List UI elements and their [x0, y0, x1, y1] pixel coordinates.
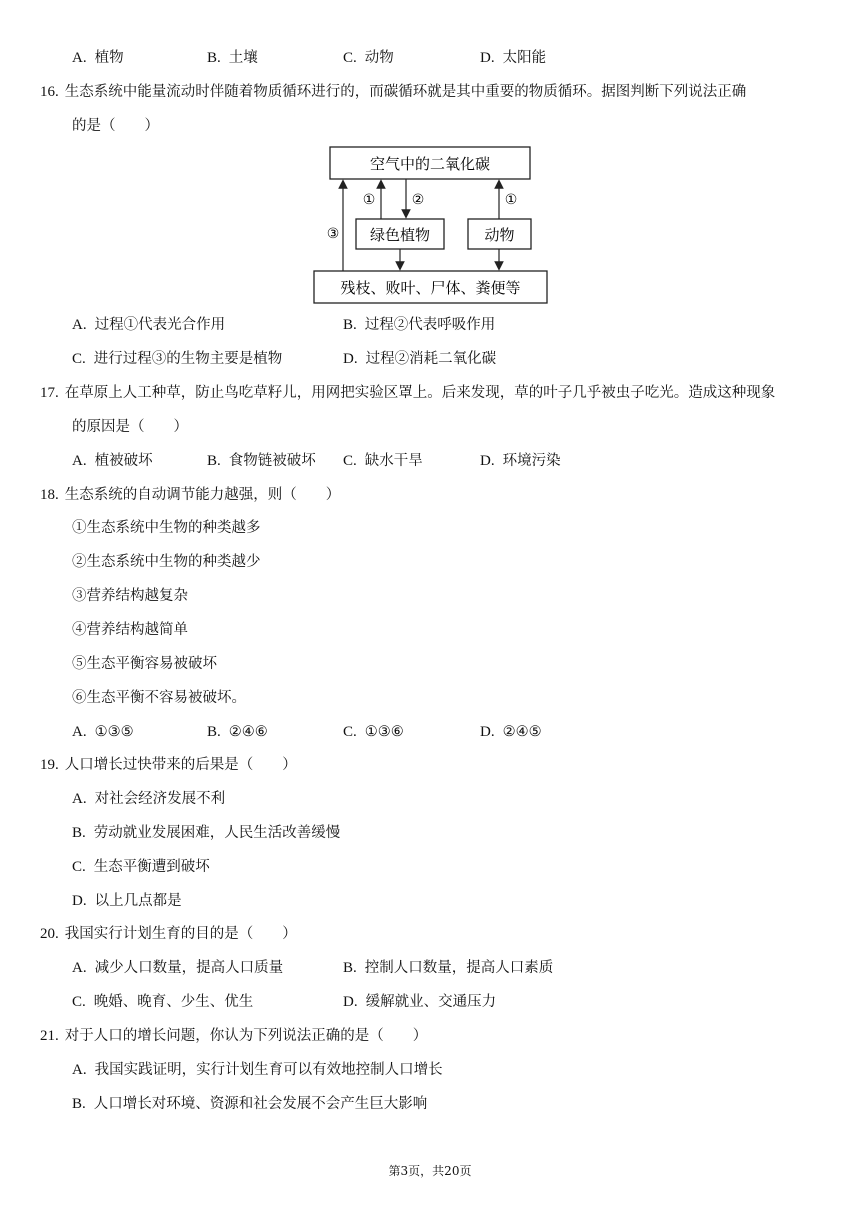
page-footer: 第3页，共20页 [388, 1164, 472, 1178]
box-air-co2-label: 空气中的二氧化碳 [369, 155, 491, 173]
box-green-plants-label: 绿色植物 [369, 226, 431, 244]
q20-option-c: C. 晚婚、晚育、少生、优生 [72, 994, 254, 1010]
q20-stem: 20. 我国实行计划生育的目的是（ ） [40, 926, 297, 942]
q20-option-b: B. 控制人口数量，提高人口素质 [343, 960, 554, 976]
q18-item-2: ②生态系统中生物的种类越少 [72, 554, 261, 570]
q21-stem: 21. 对于人口的增长问题，你认为下列说法正确的是（ ） [40, 1028, 428, 1044]
q19-option-a: A. 对社会经济发展不利 [72, 791, 226, 807]
q20-option-d: D. 缓解就业、交通压力 [343, 994, 497, 1010]
q16-option-d: D. 过程②消耗二氧化碳 [343, 351, 497, 367]
q17-option-a: A. 植被破坏 [72, 453, 153, 469]
q18-item-5: ⑤生态平衡容易被破坏 [72, 656, 217, 672]
q15-option-c: C. 动物 [343, 50, 394, 66]
q15-option-d: D. 太阳能 [480, 50, 547, 66]
q18-option-a: A. ①③⑤ [72, 724, 134, 740]
q21-option-a: A. 我国实践证明，实行计划生育可以有效地控制人口增长 [72, 1062, 443, 1078]
carbon-cycle-diagram [300, 140, 560, 308]
q16-option-c: C. 进行过程③的生物主要是植物 [72, 351, 283, 367]
q19-option-b: B. 劳动就业发展困难，人民生活改善缓慢 [72, 825, 341, 841]
q18-option-d: D. ②④⑤ [480, 724, 542, 740]
label-process-2: ② [411, 192, 425, 208]
q19-stem: 19. 人口增长过快带来的后果是（ ） [40, 757, 297, 773]
q19-option-d: D. 以上几点都是 [72, 893, 182, 909]
box-animals-label: 动物 [484, 226, 515, 244]
q18-stem: 18. 生态系统的自动调节能力越强，则（ ） [40, 487, 341, 503]
label-process-1-animals: ① [504, 192, 518, 208]
q20-option-a: A. 减少人口数量，提高人口质量 [72, 960, 284, 976]
q16-stem: 16. 生态系统中能量流动时伴随着物质循环进行的，而碳循环就是其中重要的物质循环。据图判断下列说法正确 [40, 84, 747, 100]
q15-option-b: B. 土壤 [207, 50, 258, 66]
q19-option-c: C. 生态平衡遭到破坏 [72, 859, 210, 875]
q17-stem-cont: 的原因是（ ） [72, 419, 188, 435]
q15-option-a: A. 植物 [72, 50, 124, 66]
q17-stem: 17. 在草原上人工种草，防止鸟吃草籽儿，用网把实验区罩上。后来发现，草的叶子几乎被虫子吃光。造成这种现象 [40, 385, 776, 401]
q18-option-c: C. ①③⑥ [343, 724, 404, 740]
q17-option-c: C. 缺水干旱 [343, 453, 423, 469]
q21-option-b: B. 人口增长对环境、资源和社会发展不会产生巨大影响 [72, 1096, 428, 1112]
q18-item-3: ③营养结构越复杂 [72, 588, 188, 604]
q18-item-4: ④营养结构越简单 [72, 622, 188, 638]
box-residue-label: 残枝、败叶、尸体、粪便等 [340, 279, 521, 297]
q18-option-b: B. ②④⑥ [207, 724, 268, 740]
q18-item-1: ①生态系统中生物的种类越多 [72, 520, 261, 536]
label-process-1-plants: ① [362, 192, 376, 208]
q17-option-b: B. 食物链被破坏 [207, 453, 316, 469]
q16-option-a: A. 过程①代表光合作用 [72, 317, 226, 333]
label-process-3: ③ [326, 226, 340, 242]
q17-option-d: D. 环境污染 [480, 453, 561, 469]
q18-item-6: ⑥生态平衡不容易被破坏。 [72, 690, 246, 706]
q16-stem-cont: 的是（ ） [72, 118, 159, 134]
q16-option-b: B. 过程②代表呼吸作用 [343, 317, 496, 333]
